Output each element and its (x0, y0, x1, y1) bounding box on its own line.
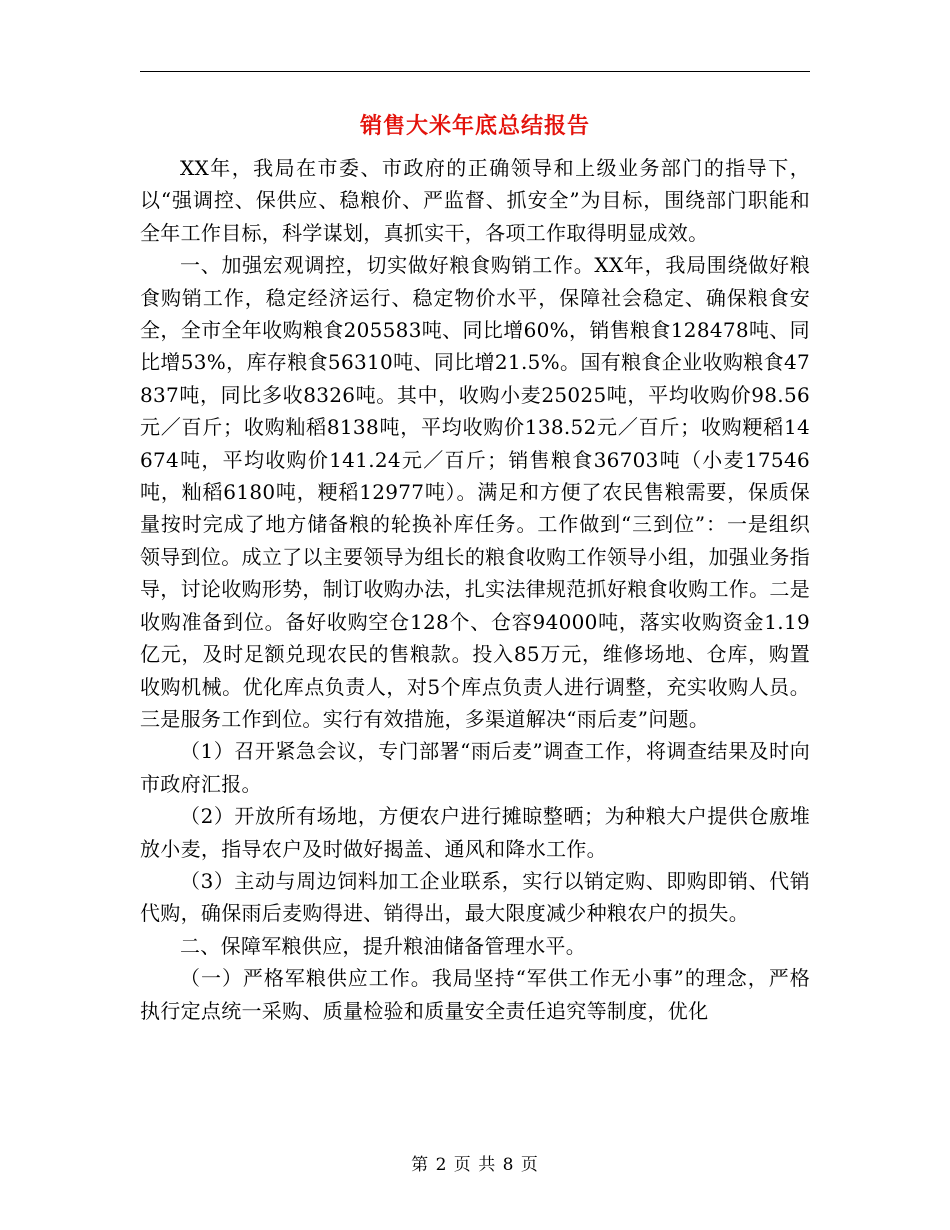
paragraph-subsection-1: （一）严格军粮供应工作。我局坚持“军供工作无小事”的理念，严格执行定点统一采购、质量检验和质量安全责任追究等制度，优化 (140, 966, 810, 1023)
paragraph-item-3: （3）主动与周边饲料加工企业联系，实行以销定购、即购即销、代销代购，确保雨后麦购得进、销得出，最大限度减少种粮农户的损失。 (140, 868, 810, 926)
document-body (140, 152, 810, 1027)
page-number: 第 2 页 共 8 页 (411, 1155, 539, 1175)
document-title: 销售大米年底总结报告 (359, 113, 590, 139)
paragraph-section-1: 一、加强宏观调控，切实做好粮食购销工作。XX年，我局围绕做好粮食购销工作，稳定经济运行、稳定物价水平，保障社会稳定、确保粮食安全，全市全年收购粮食205583吨、同比增60%，销售粮食128478吨、同比增53%，库存粮食56310吨、同比增21.5%。国有粮食企业收购粮食47837吨，同比多收8326吨。其中，收购小麦25025吨，平均收购价98.56元／百斤；收购籼稻8138吨，平均收购价138.52元／百斤；收购粳稻14674吨，平均收购价141.24元／百斤；销售粮食36703吨（小麦17546吨，籼稻6180吨，粳稻12977吨）。满足和方便了农民售粮需要，保质保量按时完成了地方储备粮的轮换补库任务。工作做到“三到位”：一是组织领导到位。成立了以主要领导为组长的粮食收购工作领导小组，加强业务指导，讨论收购形势，制订收购办法，扎实法律规范抓好粮食收购工作。二是收购准备到位。备好收购空仓128个、仓容94000吨，落实收购资金1.19亿元，及时足额兑现农民的售粮款。投入85万元，维修场地、仓库，购置收购机械。优化库点负责人，对5个库点负责人进行调整，充实收购人员。三是服务工作到位。实行有效措施，多渠道解决“雨后麦”问题。 (140, 253, 810, 731)
paragraph-intro: XX年，我局在市委、市政府的正确领导和上级业务部门的指导下，以“强调控、保供应、稳粮价、严监督、抓安全”为目标，围绕部门职能和全年工作目标，科学谋划，真抓实干，各项工作取得明显成效。 (140, 156, 810, 245)
paragraph-section-2-heading: 二、保障军粮供应，提升粮油储备管理水平。 (180, 933, 586, 958)
paragraph-item-2: （2）开放所有场地，方便农户进行摊晾整晒；为种粮大户提供仓廒堆放小麦，指导农户及时做好揭盖、通风和降水工作。 (140, 804, 810, 861)
header-rule (140, 71, 810, 72)
paragraph-item-1: （1）召开紧急会议，专门部署“雨后麦”调查工作，将调查结果及时向市政府汇报。 (140, 739, 810, 796)
